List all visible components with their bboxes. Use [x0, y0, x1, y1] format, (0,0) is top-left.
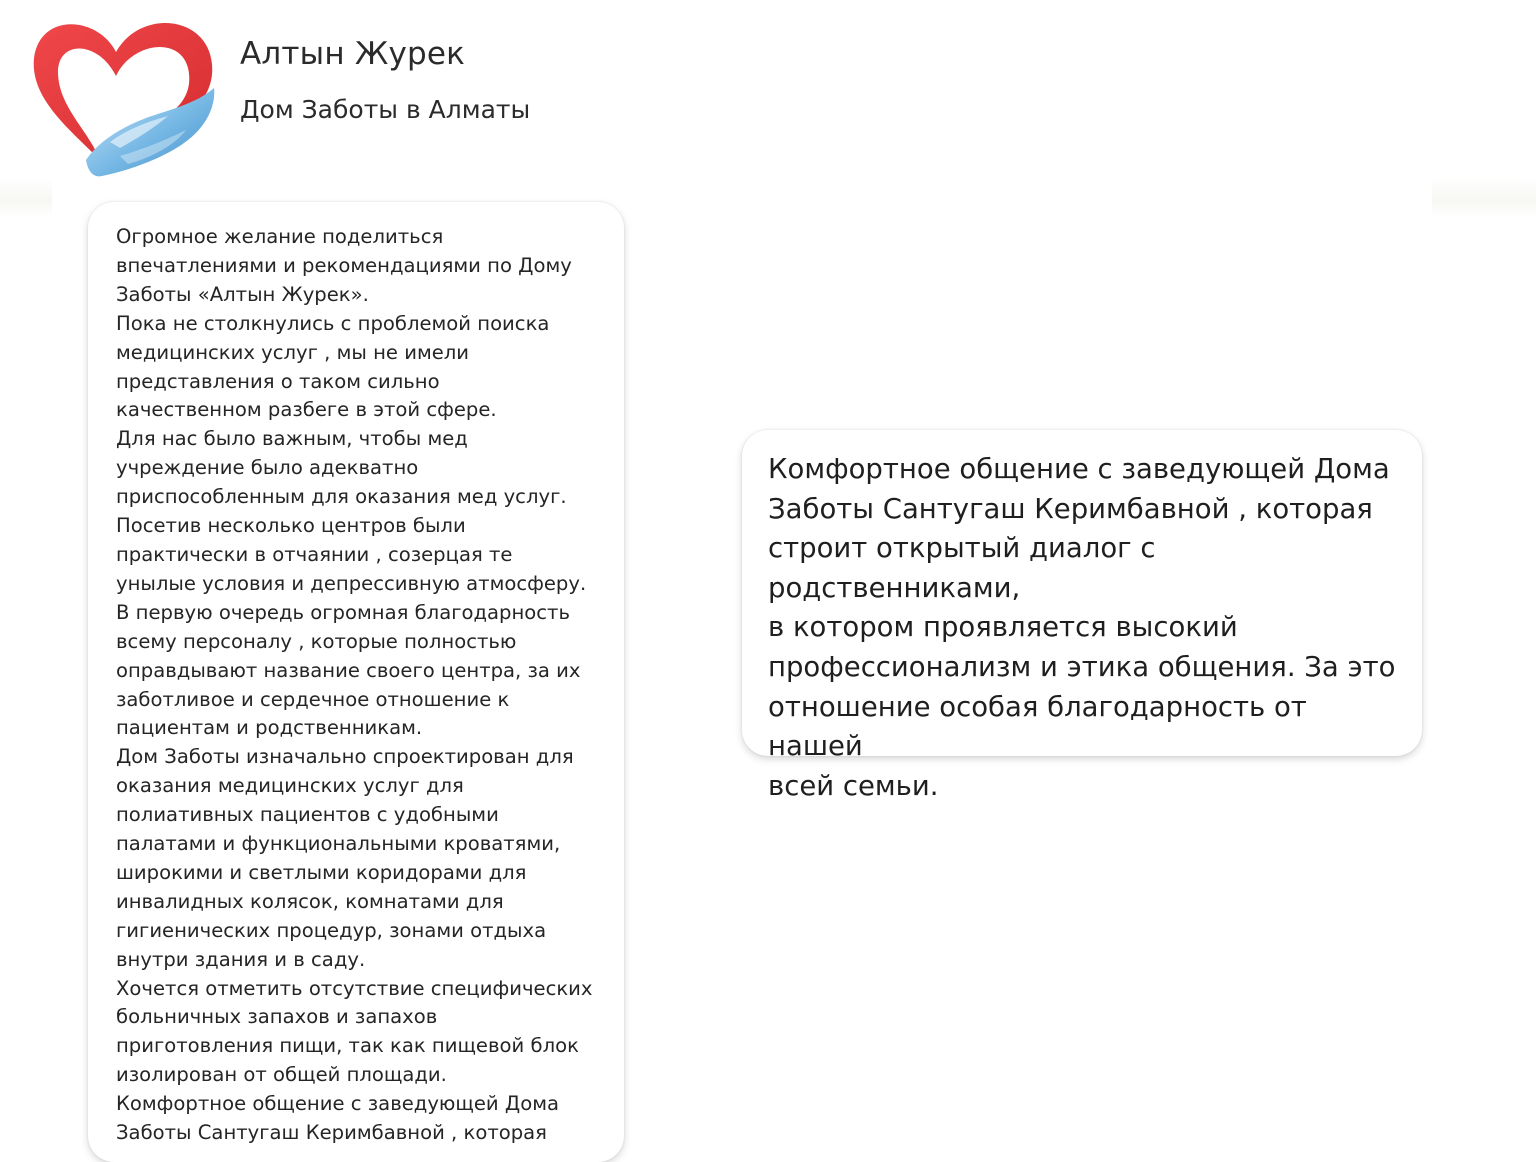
review-paragraph: Посетив несколько центров были практически в отчаянии , созерцая те унылые условия и депрессивную атмосферу. [116, 514, 587, 595]
review-excerpt-text: Комфортное общение с заведующей Дома Заботы Сантугаш Керимбавной , которая строит открытый диалог с родственниками, в котором проявляется высокий профессионализм и этика общения. За это отношение особая благодарность от нашей всей семьи. [768, 453, 1396, 802]
review-paragraph: В первую очередь огромная благодарность всему персоналу , которые полностью оправдывают название своего центра, за их заботливое и сердечное отношение к пациентам и родственникам. [116, 600, 581, 740]
heart-hand-logo-icon [28, 10, 223, 182]
review-card-excerpt [742, 430, 1422, 802]
review-paragraph: Хочется отметить отсутствие специфических больничных запахов и запахов приготовления пищи, так как пищевой блок изолирован от общей площади. [116, 976, 593, 1087]
review-paragraph: Комфортное общение с заведующей Дома Заботы Сантугаш Керимбавной , которая [116, 1092, 559, 1145]
review-paragraph: Пока не столкнулись с проблемой поиска медицинских услуг , мы не имели представления о таком сильно качественном разбеге в этой сфере. [116, 311, 550, 422]
review-paragraph: Для нас было важным, чтобы мед учреждение было адекватно приспособленным для оказания мед услуг. [116, 427, 567, 509]
brand-title: Алтын Журек [240, 36, 466, 72]
brand-subtitle: Дом Заботы в Алматы [240, 95, 531, 124]
review-paragraph: Дом Заботы изначально спроектирован для оказания медицинских услуг для полиативных пациентов с удобными палатами и функциональными кроватями, широкими и светлыми коридорами для инвалидных колясок, комнатами для гигиенических процедур, зонами отдыха внутри здания и в саду. [116, 745, 574, 971]
review-card-long [88, 202, 624, 1162]
review-paragraph: Огромное желание поделиться впечатлениями и рекомендациями по Дому Заботы «Алтын Журек». [116, 225, 572, 306]
